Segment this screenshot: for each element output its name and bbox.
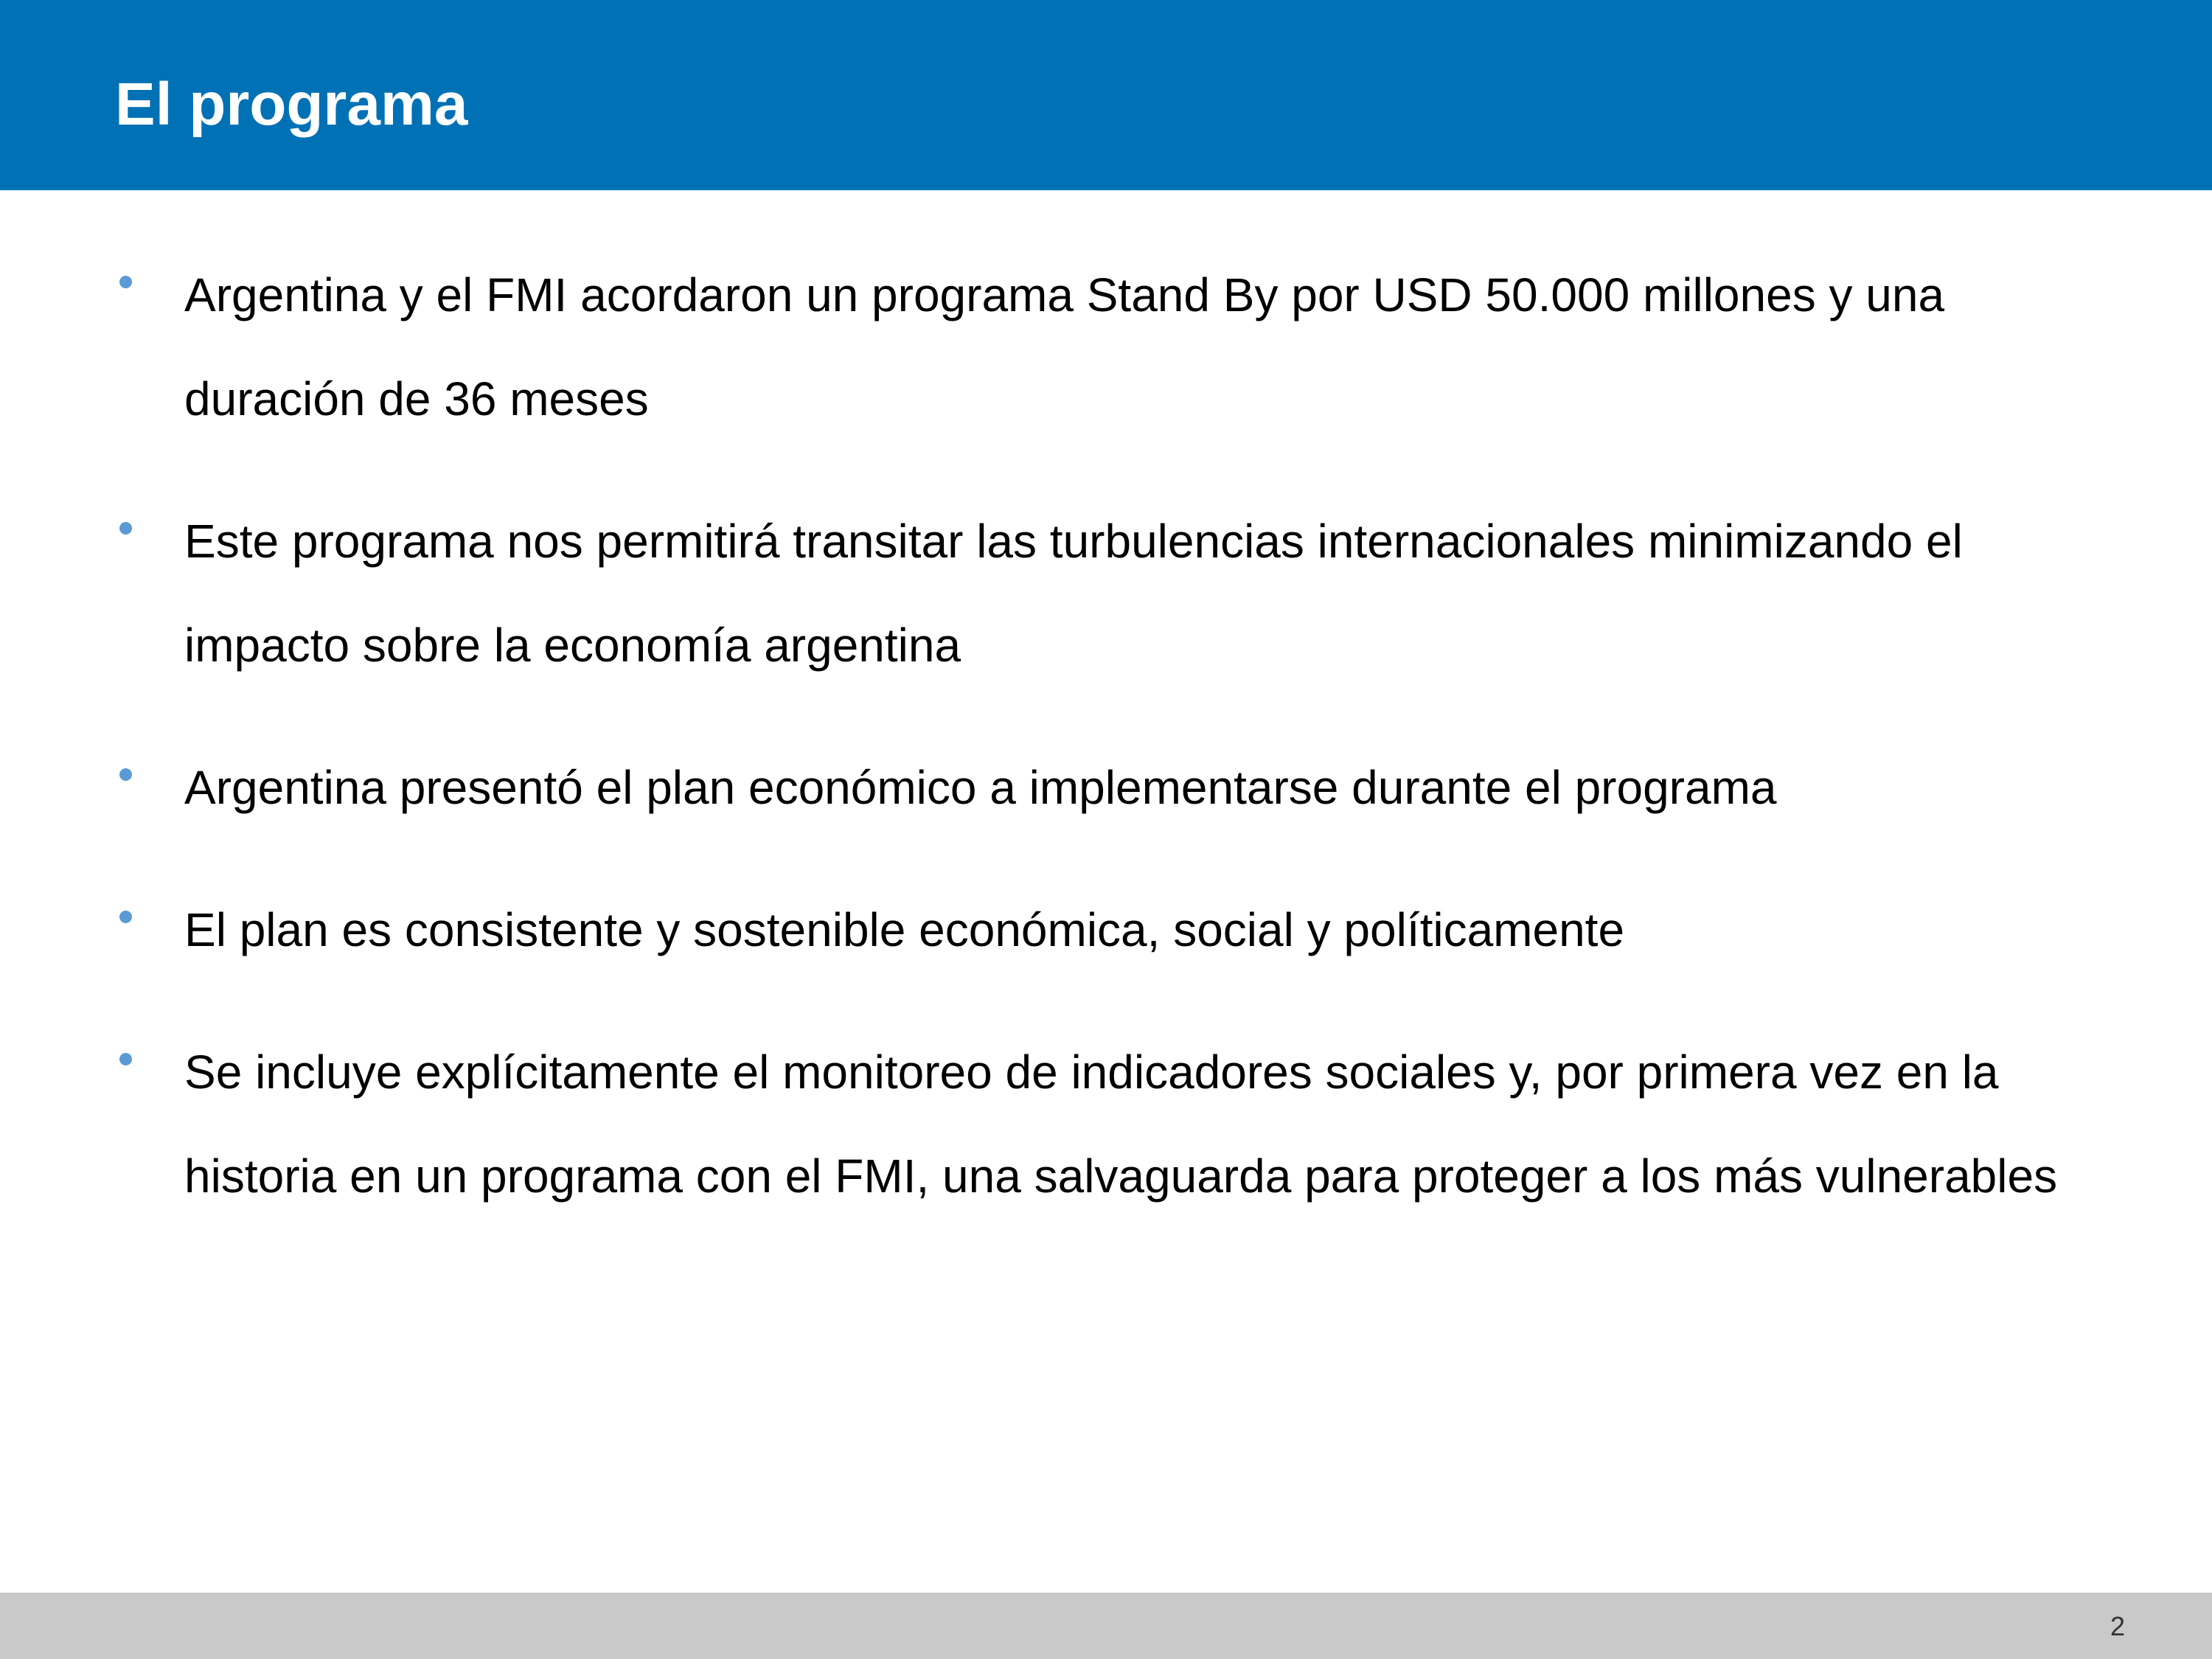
bullet-dot-icon [119, 911, 132, 923]
bullet-text: Argentina presentó el plan económico a implementarse durante el programa [184, 761, 1777, 814]
bullet-dot-icon [119, 1053, 132, 1065]
bullet-text: Este programa nos permitirá transitar las turbulencias internacionales minimizando el impacto sobre la economía argentina [184, 515, 1963, 672]
bullet-list [111, 243, 2101, 1267]
bullet-text: Se incluye explícitamente el monitoreo de indicadores sociales y, por primera vez en la historia en un programa con el FMI, una salvaguarda para proteger a los más vulnerables [184, 1046, 2058, 1203]
header-bar [0, 0, 2212, 190]
bullet-text: Argentina y el FMI acordaron un programa Stand By por USD 50.000 millones y una duración de 36 meses [184, 268, 1945, 425]
bullet-item [111, 878, 2101, 982]
footer-bar [0, 1593, 2212, 1659]
bullet-text: El plan es consistente y sostenible económica, social y políticamente [184, 903, 1625, 956]
bullet-dot-icon [119, 522, 132, 535]
bullet-item [111, 736, 2101, 840]
bullet-item [111, 243, 2101, 451]
bullet-dot-icon [119, 276, 132, 288]
bullet-item [111, 490, 2101, 698]
slide-title: El programa [115, 71, 468, 138]
page-number: 2 [2110, 1611, 2125, 1641]
bullet-dot-icon [119, 768, 132, 781]
bullet-item [111, 1020, 2101, 1228]
